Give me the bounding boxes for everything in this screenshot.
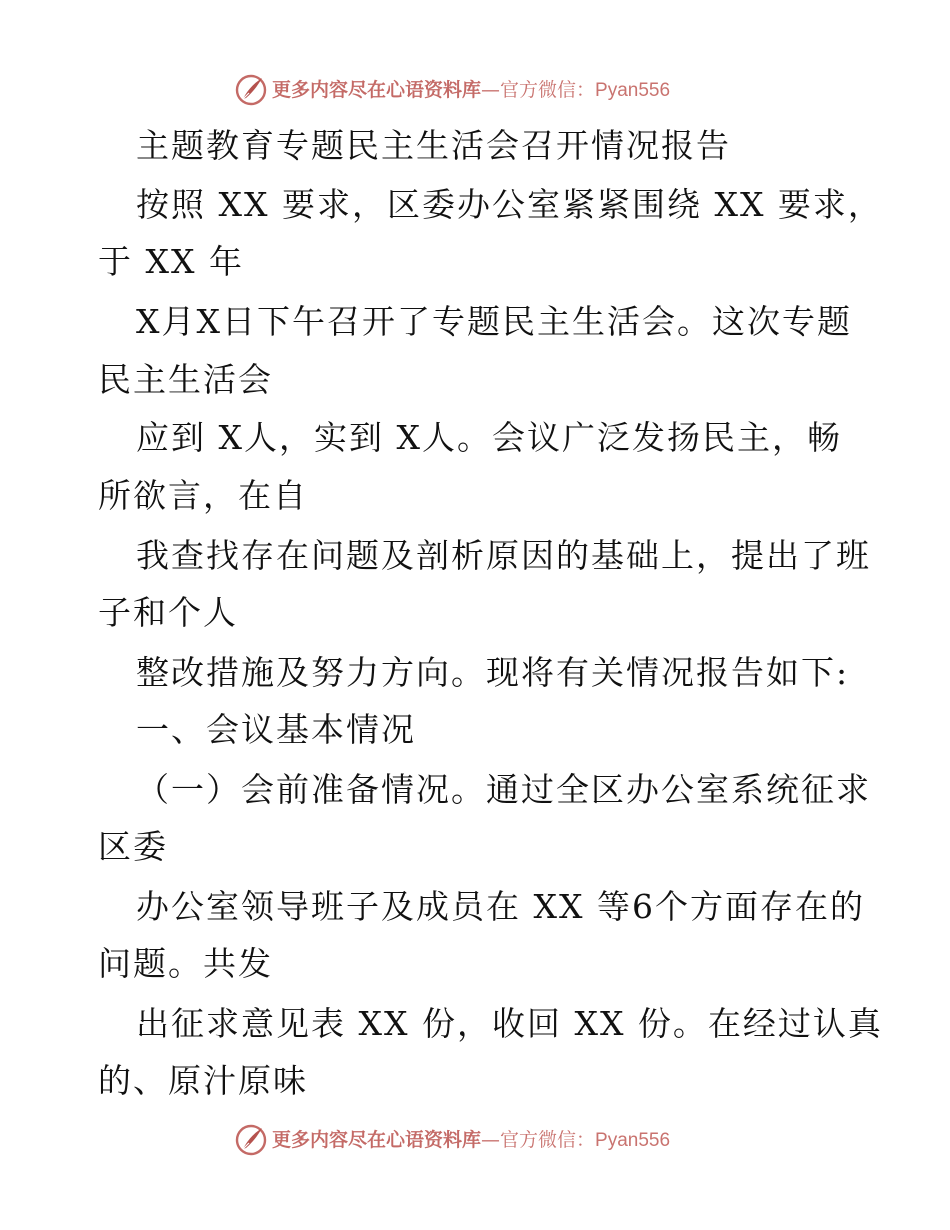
banner-wechat-id: Pyan556	[595, 80, 671, 101]
banner-text	[272, 78, 670, 103]
header-banner	[0, 70, 950, 110]
banner-wechat-id: Pyan556	[595, 1130, 671, 1151]
paragraph-line: 的、原汁原味	[98, 1061, 308, 1100]
paragraph-line: X月X日下午召开了专题民主生活会。这次专题	[136, 302, 852, 341]
quill-pen-icon	[234, 1123, 268, 1157]
paragraph-line: 子和个人	[98, 593, 238, 632]
banner-official-label: 官方微信：	[500, 79, 596, 101]
paragraph-line: 区委	[98, 827, 168, 866]
paragraph-line: （一）会前准备情况。通过全区办公室系统征求	[136, 770, 871, 809]
paragraph-line: 问题。共发	[98, 944, 273, 983]
paragraph-line: 民主生活会	[98, 360, 273, 399]
paragraph-line: 出征求意见表 XX 份，收回 XX 份。在经过认真	[136, 1004, 883, 1043]
footer-banner	[0, 1120, 950, 1160]
paragraph-line: 整改措施及努力方向。现将有关情况报告如下:	[136, 653, 850, 692]
quill-pen-icon	[234, 73, 268, 107]
banner-text	[272, 1128, 670, 1153]
paragraph-line: 我查找存在问题及剖析原因的基础上，提出了班	[136, 536, 871, 575]
banner-dash: —	[481, 79, 501, 101]
paragraph-line: 应到 X人，实到 X人。会议广泛发扬民主，畅	[136, 418, 842, 457]
paragraph-line: 办公室领导班子及成员在 XX 等6个方面存在的	[136, 887, 865, 926]
banner-dash: —	[481, 1129, 501, 1151]
paragraph-line: 按照 XX 要求，区委办公室紧紧围绕 XX 要求，	[136, 185, 883, 224]
banner-brand: 更多内容尽在心语资料库	[272, 79, 482, 101]
document-title: 主题教育专题民主生活会召开情况报告	[136, 126, 731, 165]
paragraph-line: 于 XX 年	[98, 242, 244, 281]
section-heading: 一、会议基本情况	[136, 710, 416, 749]
banner-official-label: 官方微信：	[500, 1129, 596, 1151]
banner-brand: 更多内容尽在心语资料库	[272, 1129, 482, 1151]
paragraph-line: 所欲言，在自	[98, 476, 308, 515]
